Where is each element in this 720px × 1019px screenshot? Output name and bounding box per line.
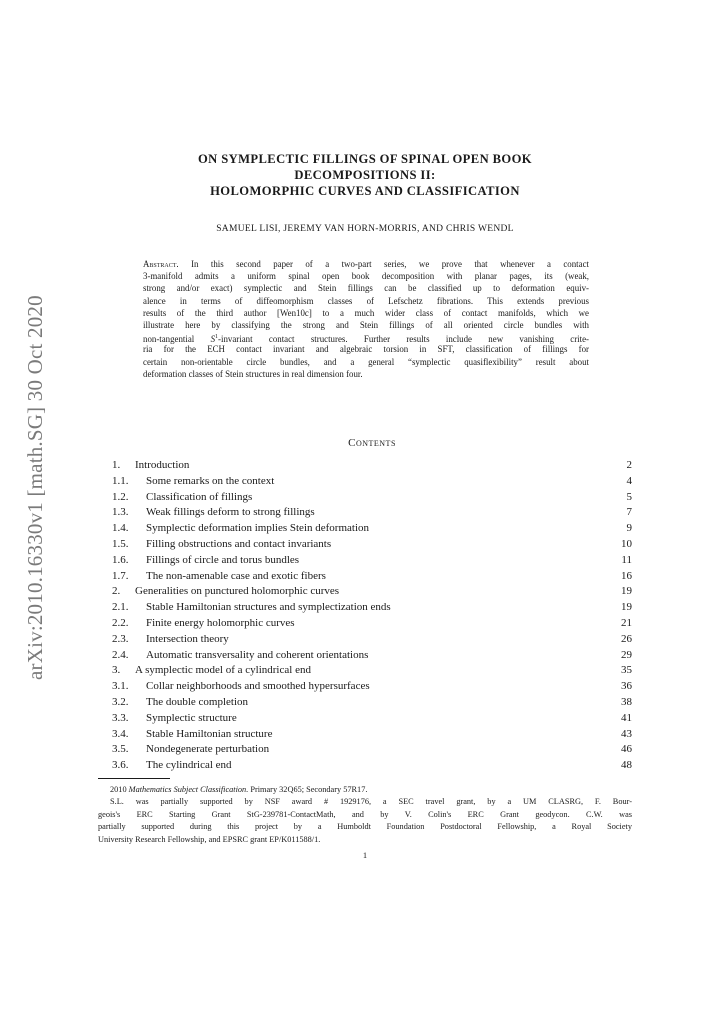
toc-entry-page: 16 [621, 569, 632, 582]
abstract [143, 258, 589, 380]
msc-text: Primary 32Q65; Secondary 57R17. [250, 785, 368, 794]
toc-entry-title: The double completion [146, 695, 249, 708]
toc-entry-title: Generalities on punctured holomorphic curves [135, 585, 340, 598]
toc-entry-page: 46 [621, 743, 632, 756]
toc-entry-title: Stable Hamiltonian structures and symplectization ends [146, 601, 391, 614]
toc-entry[interactable] [112, 663, 632, 679]
toc-entry-title: Nondegenerate perturbation [146, 743, 270, 756]
toc-entry-number: 1.6. [112, 553, 129, 566]
toc-entry-title: The cylindrical end [146, 759, 232, 772]
toc-entry-page: 29 [621, 648, 632, 661]
toc-entry[interactable] [112, 553, 632, 569]
toc-entry[interactable] [112, 616, 632, 632]
toc-entry-page: 2 [626, 459, 632, 471]
toc-entry-page: 35 [621, 664, 632, 677]
math-superscript: 1 [215, 334, 219, 341]
abstract-line: 3-manifold admits a uniform spinal open book decomposition with planar pages, its (weak, [143, 271, 589, 282]
toc-entry-title: Intersection theory [146, 632, 229, 645]
toc-entry[interactable] [112, 584, 632, 600]
toc-entry[interactable] [112, 711, 632, 727]
toc-entry[interactable] [112, 632, 632, 648]
toc-entry-page: 11 [621, 553, 632, 566]
toc-entry-title: Symplectic deformation implies Stein deformation [146, 522, 370, 535]
support-line: S.L. was partially supported by NSF award # 1929176, a SEC travel grant, by a UM CLASRG, F. Bour- [110, 797, 632, 807]
toc-entry-title: Automatic transversality and coherent orientations [146, 648, 369, 661]
toc-entry[interactable] [112, 600, 632, 616]
toc-entry-number: 2.1. [112, 601, 129, 614]
title-line-3: HOLOMORPHIC CURVES AND CLASSIFICATION [210, 184, 520, 198]
toc-entry-number: 2.3. [112, 632, 129, 645]
abstract-line [143, 258, 589, 270]
toc-entry-page: 21 [621, 616, 632, 629]
footnote-rule [98, 778, 170, 779]
support-line: geois's ERC Starting Grant StG-239781-ContactMath, and by V. Colin's ERC Grant geodycon. C.W. was [98, 809, 632, 819]
toc-entry[interactable] [112, 537, 632, 553]
toc-entry-title: A symplectic model of a cylindrical end [135, 664, 311, 677]
toc-entry-number: 3.4. [112, 727, 129, 740]
toc-entry-page: 43 [621, 727, 632, 740]
msc-label: Mathematics Subject Classification. [128, 785, 249, 794]
abstract-line: ria for the ECH contact invariant and algebraic torsion in SFT, classification of fillings for [143, 344, 589, 355]
author-list: SAMUEL LISI, JEREMY VAN HORN-MORRIS, AND CHRIS WENDL [216, 224, 514, 234]
arxiv-identifier: arXiv:2010.16330v1 [math.SG] 30 Oct 2020 [23, 295, 47, 680]
toc-entry-page: 5 [626, 490, 632, 503]
toc-entry-title: Introduction [135, 459, 190, 471]
toc-entry-number: 3.5. [112, 743, 129, 756]
title-line-1: ON SYMPLECTIC FILLINGS OF SPINAL OPEN BOOK [197, 152, 533, 166]
toc-entry[interactable] [112, 695, 632, 711]
toc-entry[interactable] [112, 521, 632, 537]
toc-entry-number: 3.6. [112, 759, 129, 772]
math-symbol: S [210, 334, 216, 345]
toc-entry-number: 1.1. [112, 474, 129, 487]
toc-entry[interactable] [112, 505, 632, 521]
msc-classification [98, 784, 632, 796]
toc-entry-title: The non-amenable case and exotic fibers [146, 569, 326, 582]
abstract-line [143, 331, 589, 343]
toc-entry-number: 1.4. [112, 522, 129, 535]
abstract-line: results of the third author [Wen10c] to a much wider class of contact manifolds, which we [143, 307, 589, 318]
toc-entry[interactable] [112, 648, 632, 664]
abstract-line: illustrate here by classifying the strong and Stein fillings of all oriented circle bundles with [143, 319, 589, 330]
abstract-line: certain non-orientable circle bundles, and a general “symplectic quasiflexibility” result about [143, 356, 589, 367]
toc-entry-page: 19 [621, 585, 632, 598]
toc-entry-number: 2.2. [112, 616, 129, 629]
toc-entry-title: Symplectic structure [146, 711, 237, 724]
paper-title [120, 151, 610, 199]
page-number: 1 [362, 850, 368, 860]
toc-entry-title: Classification of fillings [146, 490, 253, 503]
table-of-contents [112, 458, 632, 774]
abstract-line: alence in terms of diffeomorphism classes of Lefschetz fibrations. This extends previous [143, 295, 589, 306]
toc-entry-number: 3. [112, 664, 121, 677]
toc-entry[interactable] [112, 458, 632, 474]
abstract-line: strong and/or exact) symplectic and Stein fillings can be classified up to deformation equiv- [143, 283, 589, 294]
toc-entry-number: 3.2. [112, 695, 129, 708]
support-line: partially supported during this project by a Humboldt Foundation Postdoctoral Fellowship, a Royal Society [98, 822, 632, 832]
toc-entry-title: Stable Hamiltonian structure [146, 727, 273, 740]
contents-heading: Contents [348, 437, 396, 449]
toc-entry-page: 10 [621, 537, 632, 550]
toc-entry-number: 1.3. [112, 506, 129, 519]
msc-year: 2010 [110, 785, 127, 794]
toc-entry-page: 7 [626, 506, 632, 519]
toc-entry-title: Some remarks on the context [146, 474, 275, 487]
toc-entry-number: 3.3. [112, 711, 129, 724]
toc-entry-title: Weak fillings deform to strong fillings [146, 506, 315, 519]
toc-entry-page: 19 [621, 601, 632, 614]
toc-entry-page: 41 [621, 711, 632, 724]
toc-entry-page: 48 [621, 759, 632, 772]
abstract-label: Abstract. [143, 259, 179, 269]
toc-entry-title: Collar neighborhoods and smoothed hypersurfaces [146, 680, 370, 693]
toc-entry[interactable] [112, 758, 632, 774]
abstract-line: deformation classes of Stein structures in real dimension four. [143, 368, 363, 379]
abstract-text: non-tangential [143, 334, 211, 345]
abstract-first-line: In this second paper of a two-part series, we prove that whenever a contact [191, 259, 589, 269]
toc-entry-title: Finite energy holomorphic curves [146, 616, 295, 629]
toc-entry[interactable] [112, 679, 632, 695]
toc-entry-number: 1.5. [112, 537, 129, 550]
toc-entry-number: 2. [112, 585, 121, 598]
toc-entry-title: Fillings of circle and torus bundles [146, 553, 300, 566]
title-line-2: DECOMPOSITIONS II: [294, 168, 436, 182]
support-line: University Research Fellowship, and EPSRC grant EP/K011588/1. [98, 834, 321, 844]
toc-entry-number: 3.1. [112, 680, 129, 693]
toc-entry[interactable] [112, 569, 632, 585]
toc-entry-page: 26 [621, 632, 632, 645]
toc-entry-page: 36 [621, 680, 632, 693]
toc-entry-number: 1. [112, 459, 121, 471]
toc-entry[interactable] [112, 727, 632, 743]
toc-entry-page: 4 [626, 474, 632, 487]
toc-entry[interactable] [112, 474, 632, 490]
toc-entry[interactable] [112, 742, 632, 758]
toc-entry[interactable] [112, 490, 632, 506]
toc-entry-number: 1.7. [112, 569, 129, 582]
toc-entry-number: 1.2. [112, 490, 129, 503]
abstract-text: -invariant contact structures. Further results include new vanishing crite- [218, 334, 589, 345]
toc-entry-title: Filling obstructions and contact invariants [146, 537, 332, 550]
toc-entry-page: 9 [626, 522, 632, 535]
toc-entry-number: 2.4. [112, 648, 129, 661]
footnotes [98, 784, 632, 846]
toc-entry-page: 38 [621, 695, 632, 708]
